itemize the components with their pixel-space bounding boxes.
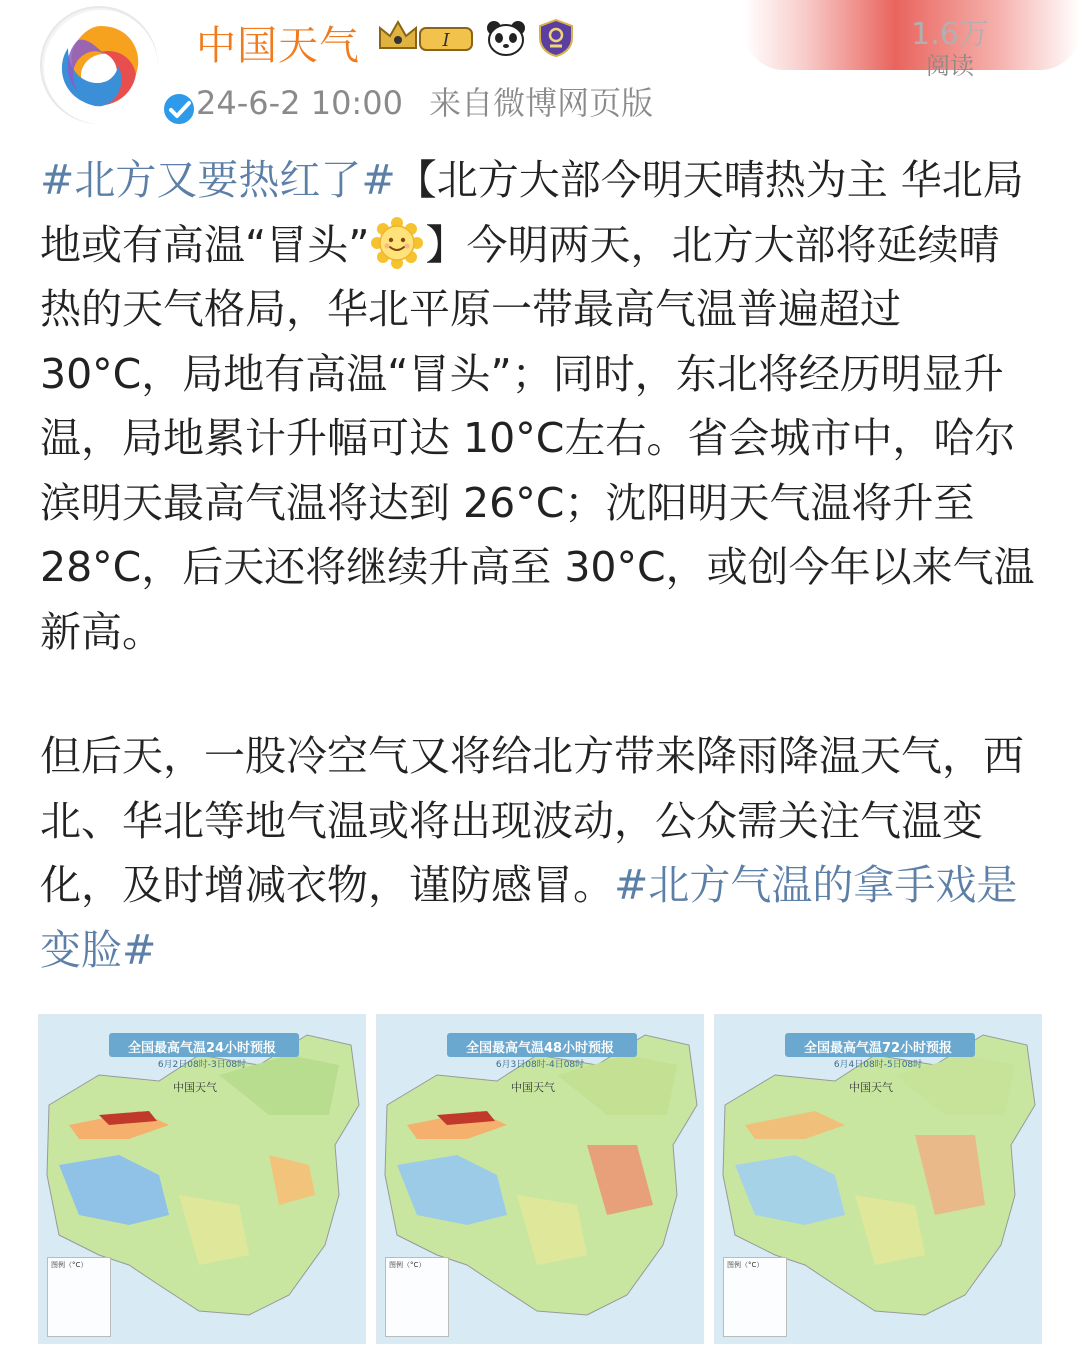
map-title: 全国最高气温48小时预报 [465, 1041, 615, 1056]
verified-icon [160, 90, 198, 128]
map-legend [47, 1257, 111, 1337]
post-text: 【北方大部今明天晴热为主 华北局地或有高温“冒头” [40, 156, 1024, 269]
hashtag-link[interactable]: #北方又要热红了# [40, 156, 396, 204]
post-timestamp[interactable]: 24-6-2 10:00 [196, 84, 403, 122]
hashtag-link[interactable]: #北方气温的拿手戏是变脸# [40, 861, 1018, 974]
post-text: 】今明两天，北方大部将延续晴热的天气格局，华北平原一带最高气温普遍超过 30°C，局地有高温“冒头”；同时，东北将经历明显升温，局地累计升幅可达 10°C左右。省会城市中，哈尔滨明天最高气温将达到 26°C；沈阳明天气温将升至 28°C，后天还将继续升高至 30°C，或创今年以来气温新高。 [40, 220, 1035, 656]
read-count [900, 18, 1000, 80]
post-paragraph-1 [40, 148, 1040, 664]
map-logo: 中国天气 [849, 1081, 893, 1094]
forecast-map-image-3[interactable] [714, 1014, 1042, 1344]
post-text: 但后天，一股冷空气又将给北方带来降雨降温天气，西北、华北等地气温或将出现波动，公众需关注气温变化，及时增减衣物，谨防感冒。 [40, 732, 1024, 909]
shield-badge-icon[interactable] [536, 18, 576, 58]
forecast-map-image-2[interactable] [376, 1014, 704, 1344]
post-meta [196, 78, 653, 124]
weather-swirl-logo-icon [42, 8, 160, 126]
map-date: 6月3日08时-4日08时 [495, 1060, 585, 1070]
account-name[interactable]: 中国天气 [196, 23, 360, 69]
legend-title: 图例（°C） [51, 1261, 88, 1269]
sun-emoji-icon [371, 217, 423, 269]
map-legend [723, 1257, 787, 1337]
crown-level-badge-icon[interactable] [376, 18, 476, 58]
badge-row [376, 16, 584, 60]
badge-level: I [442, 30, 450, 51]
post-source: 来自微博网页版 [429, 84, 654, 122]
map-date: 6月2日08时-3日08时 [157, 1060, 247, 1070]
map-title: 全国最高气温24小时预报 [127, 1041, 277, 1056]
avatar[interactable] [40, 6, 158, 124]
map-legend [385, 1257, 449, 1337]
post-body [40, 148, 1040, 982]
post-paragraph-2 [40, 724, 1040, 982]
forecast-map-image-1[interactable] [38, 1014, 366, 1344]
read-count-label: 阅读 [926, 52, 974, 80]
map-date: 6月4日08时-5日08时 [833, 1060, 923, 1070]
map-title: 全国最高气温72小时预报 [803, 1041, 953, 1056]
legend-title: 图例（°C） [727, 1261, 764, 1269]
panda-icon[interactable] [484, 18, 528, 58]
map-logo: 中国天气 [173, 1081, 217, 1094]
legend-title: 图例（°C） [389, 1261, 426, 1269]
read-count-value: 1.6万 [911, 17, 989, 52]
map-logo: 中国天气 [511, 1081, 555, 1094]
post-header [0, 0, 1080, 130]
image-grid [38, 1014, 1042, 1344]
